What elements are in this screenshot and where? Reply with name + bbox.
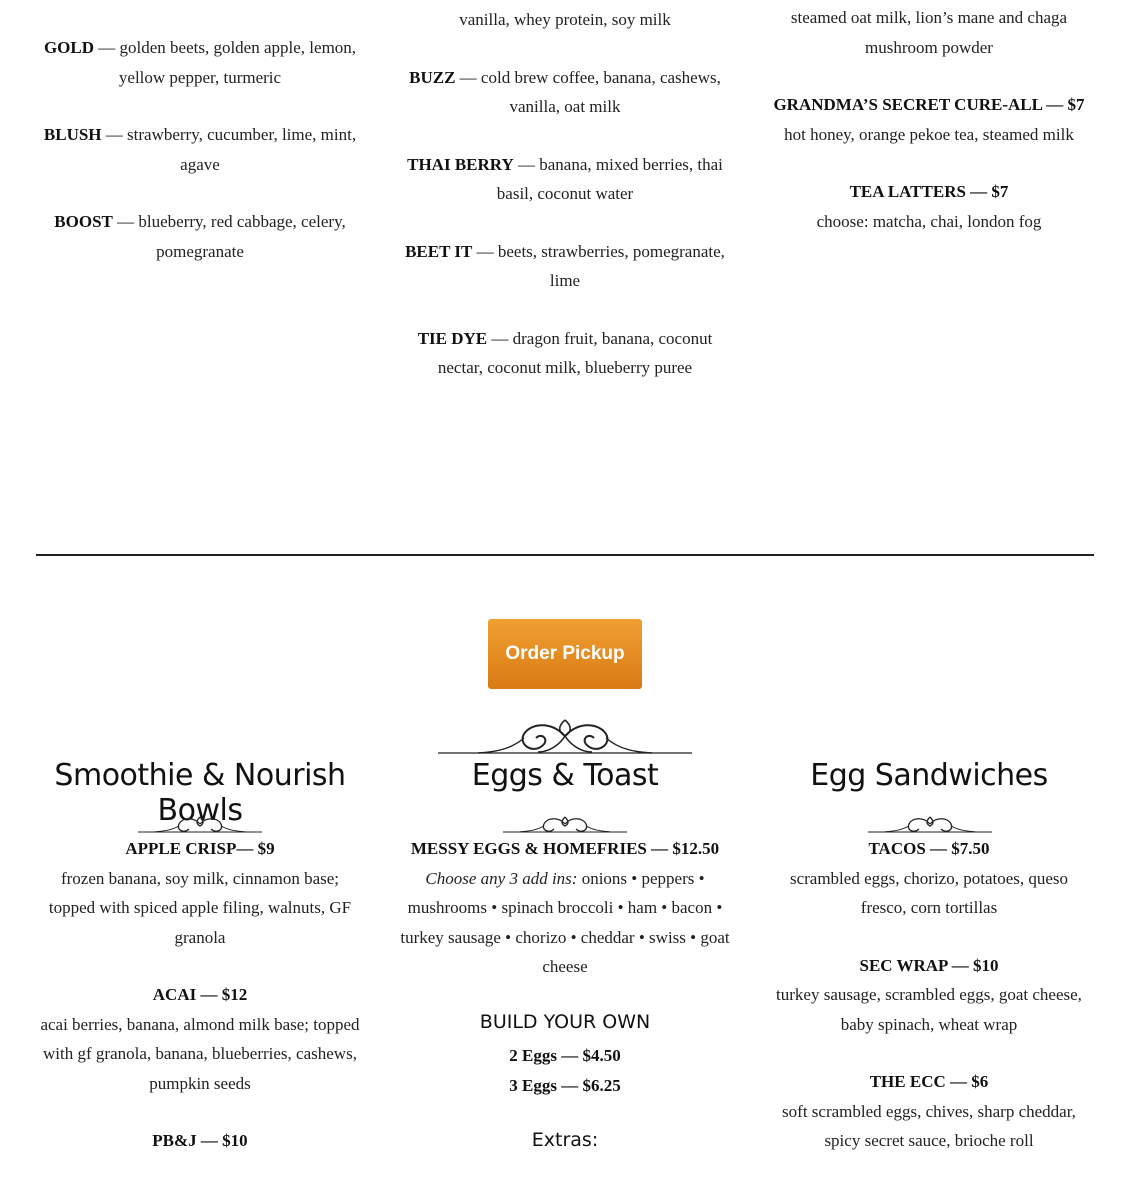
menu-item: BUZZ — cold brew coffee, banana, cashews, vanilla, oat milk: [409, 67, 721, 116]
menu-item: GOLD — golden beets, golden apple, lemon, yellow pepper, turmeric: [43, 38, 357, 87]
item-desc: scrambled eggs, chorizo, potatoes, queso fresco, corn tortillas: [789, 868, 1069, 917]
menu-item: [768, 951, 1090, 1040]
flourish-ornament: [503, 815, 627, 835]
item-name: BLUSH: [43, 125, 102, 144]
menu-item: [768, 90, 1090, 149]
item-desc: golden beets, golden apple, lemon, yellow pepper, turmeric: [118, 38, 357, 87]
menu-item: THAI BERRY — banana, mixed berries, thai basil, coconut water: [407, 154, 723, 203]
item-name: BUZZ: [409, 67, 456, 87]
item-name: BOOST: [54, 212, 113, 231]
bowls-column: [36, 834, 364, 1184]
item-name: GRANDMA’S SECRET CURE-ALL — $7: [773, 95, 1085, 114]
item-desc: beets, strawberries, pomegranate, lime: [497, 241, 725, 290]
build-option: 2 Eggs — $4.50: [509, 1046, 621, 1065]
flourish-ornament: [138, 815, 262, 835]
item-name: PB&J — $10: [152, 1131, 248, 1150]
drinks-column-2: [400, 5, 730, 411]
item-desc: acai berries, banana, almond milk base; topped with gf granola, banana, blueberries, cashews, pumpkin seeds: [40, 1014, 360, 1093]
menu-item: [768, 1067, 1090, 1156]
section-title-bowls: Smoothie & Nourish Bowls: [54, 758, 346, 828]
item-desc: cold brew coffee, banana, cashews, vanilla, oat milk: [480, 67, 721, 116]
item-desc: choose: matcha, chai, london fog: [816, 211, 1042, 231]
item-desc: soft scrambled eggs, chives, sharp cheddar, spicy secret sauce, brioche roll: [782, 1101, 1076, 1150]
menu-item: BEET IT — beets, strawberries, pomegranate, lime: [405, 241, 725, 290]
drinks-column-3: [768, 3, 1090, 264]
item-desc: onions • peppers • mushrooms • spinach broccoli • ham • bacon • turkey sausage • chorizo • cheddar • swiss • goat cheese: [400, 868, 730, 976]
item-name: ACAI — $12: [152, 985, 248, 1004]
item-desc-continued: steamed oat milk, lion’s mane and chaga mushroom powder: [790, 8, 1068, 57]
add-ins-intro: Choose any 3 add ins:: [425, 868, 578, 888]
item-desc-continued: vanilla, whey protein, soy milk: [459, 10, 671, 29]
sandwiches-column: [768, 834, 1090, 1184]
extras-heading: Extras:: [531, 1129, 599, 1151]
build-your-own-heading: BUILD YOUR OWN: [479, 1010, 651, 1033]
item-desc: dragon fruit, banana, coconut nectar, coconut milk, blueberry puree: [437, 328, 713, 377]
build-option: 3 Eggs — $6.25: [509, 1075, 621, 1095]
item-desc: turkey sausage, scrambled eggs, goat cheese, baby spinach, wheat wrap: [776, 985, 1082, 1034]
menu-item: [768, 834, 1090, 923]
item-desc: frozen banana, soy milk, cinnamon base; topped with spiced apple filing, walnuts, GF granola: [48, 868, 352, 947]
item-name: SEC WRAP — $10: [859, 955, 999, 975]
drinks-column-1: [36, 33, 364, 294]
item-name: THE ECC — $6: [869, 1072, 989, 1091]
item-name: TEA LATTERS — $7: [849, 182, 1009, 201]
item-name: GOLD: [43, 38, 95, 57]
item-name: APPLE CRISP— $9: [125, 839, 275, 858]
menu-item: [768, 177, 1090, 236]
order-pickup-button[interactable]: Order Pickup: [488, 619, 642, 689]
item-name: THAI BERRY: [407, 154, 514, 174]
flourish-ornament-large: [438, 716, 692, 758]
item-desc: blueberry, red cabbage, celery, pomegranate: [138, 212, 346, 261]
section-title-eggs: Eggs & Toast: [471, 758, 659, 793]
section-title-sandwiches: Egg Sandwiches: [810, 758, 1048, 793]
eggs-column: [400, 834, 730, 1156]
flourish-ornament: [868, 815, 992, 835]
menu-item: [36, 980, 364, 1098]
menu-item: TIE DYE — dragon fruit, banana, coconut nectar, coconut milk, blueberry puree: [417, 328, 713, 377]
menu-item: [400, 834, 730, 982]
item-desc: banana, mixed berries, thai basil, coconut water: [496, 154, 723, 203]
menu-item: BOOST — blueberry, red cabbage, celery, pomegranate: [54, 212, 346, 261]
item-desc: hot honey, orange pekoe tea, steamed milk: [784, 124, 1074, 144]
item-name: BEET IT: [405, 241, 473, 261]
menu-item: BLUSH — strawberry, cucumber, lime, mint, agave: [43, 125, 357, 174]
item-desc: strawberry, cucumber, lime, mint, agave: [127, 125, 357, 174]
menu-item: [36, 1126, 364, 1156]
item-name: TIE DYE: [417, 328, 488, 348]
item-name: MESSY EGGS & HOMEFRIES — $12.50: [410, 839, 720, 858]
menu-item: [36, 834, 364, 952]
section-divider: [36, 554, 1094, 556]
item-name: TACOS — $7.50: [868, 839, 990, 858]
